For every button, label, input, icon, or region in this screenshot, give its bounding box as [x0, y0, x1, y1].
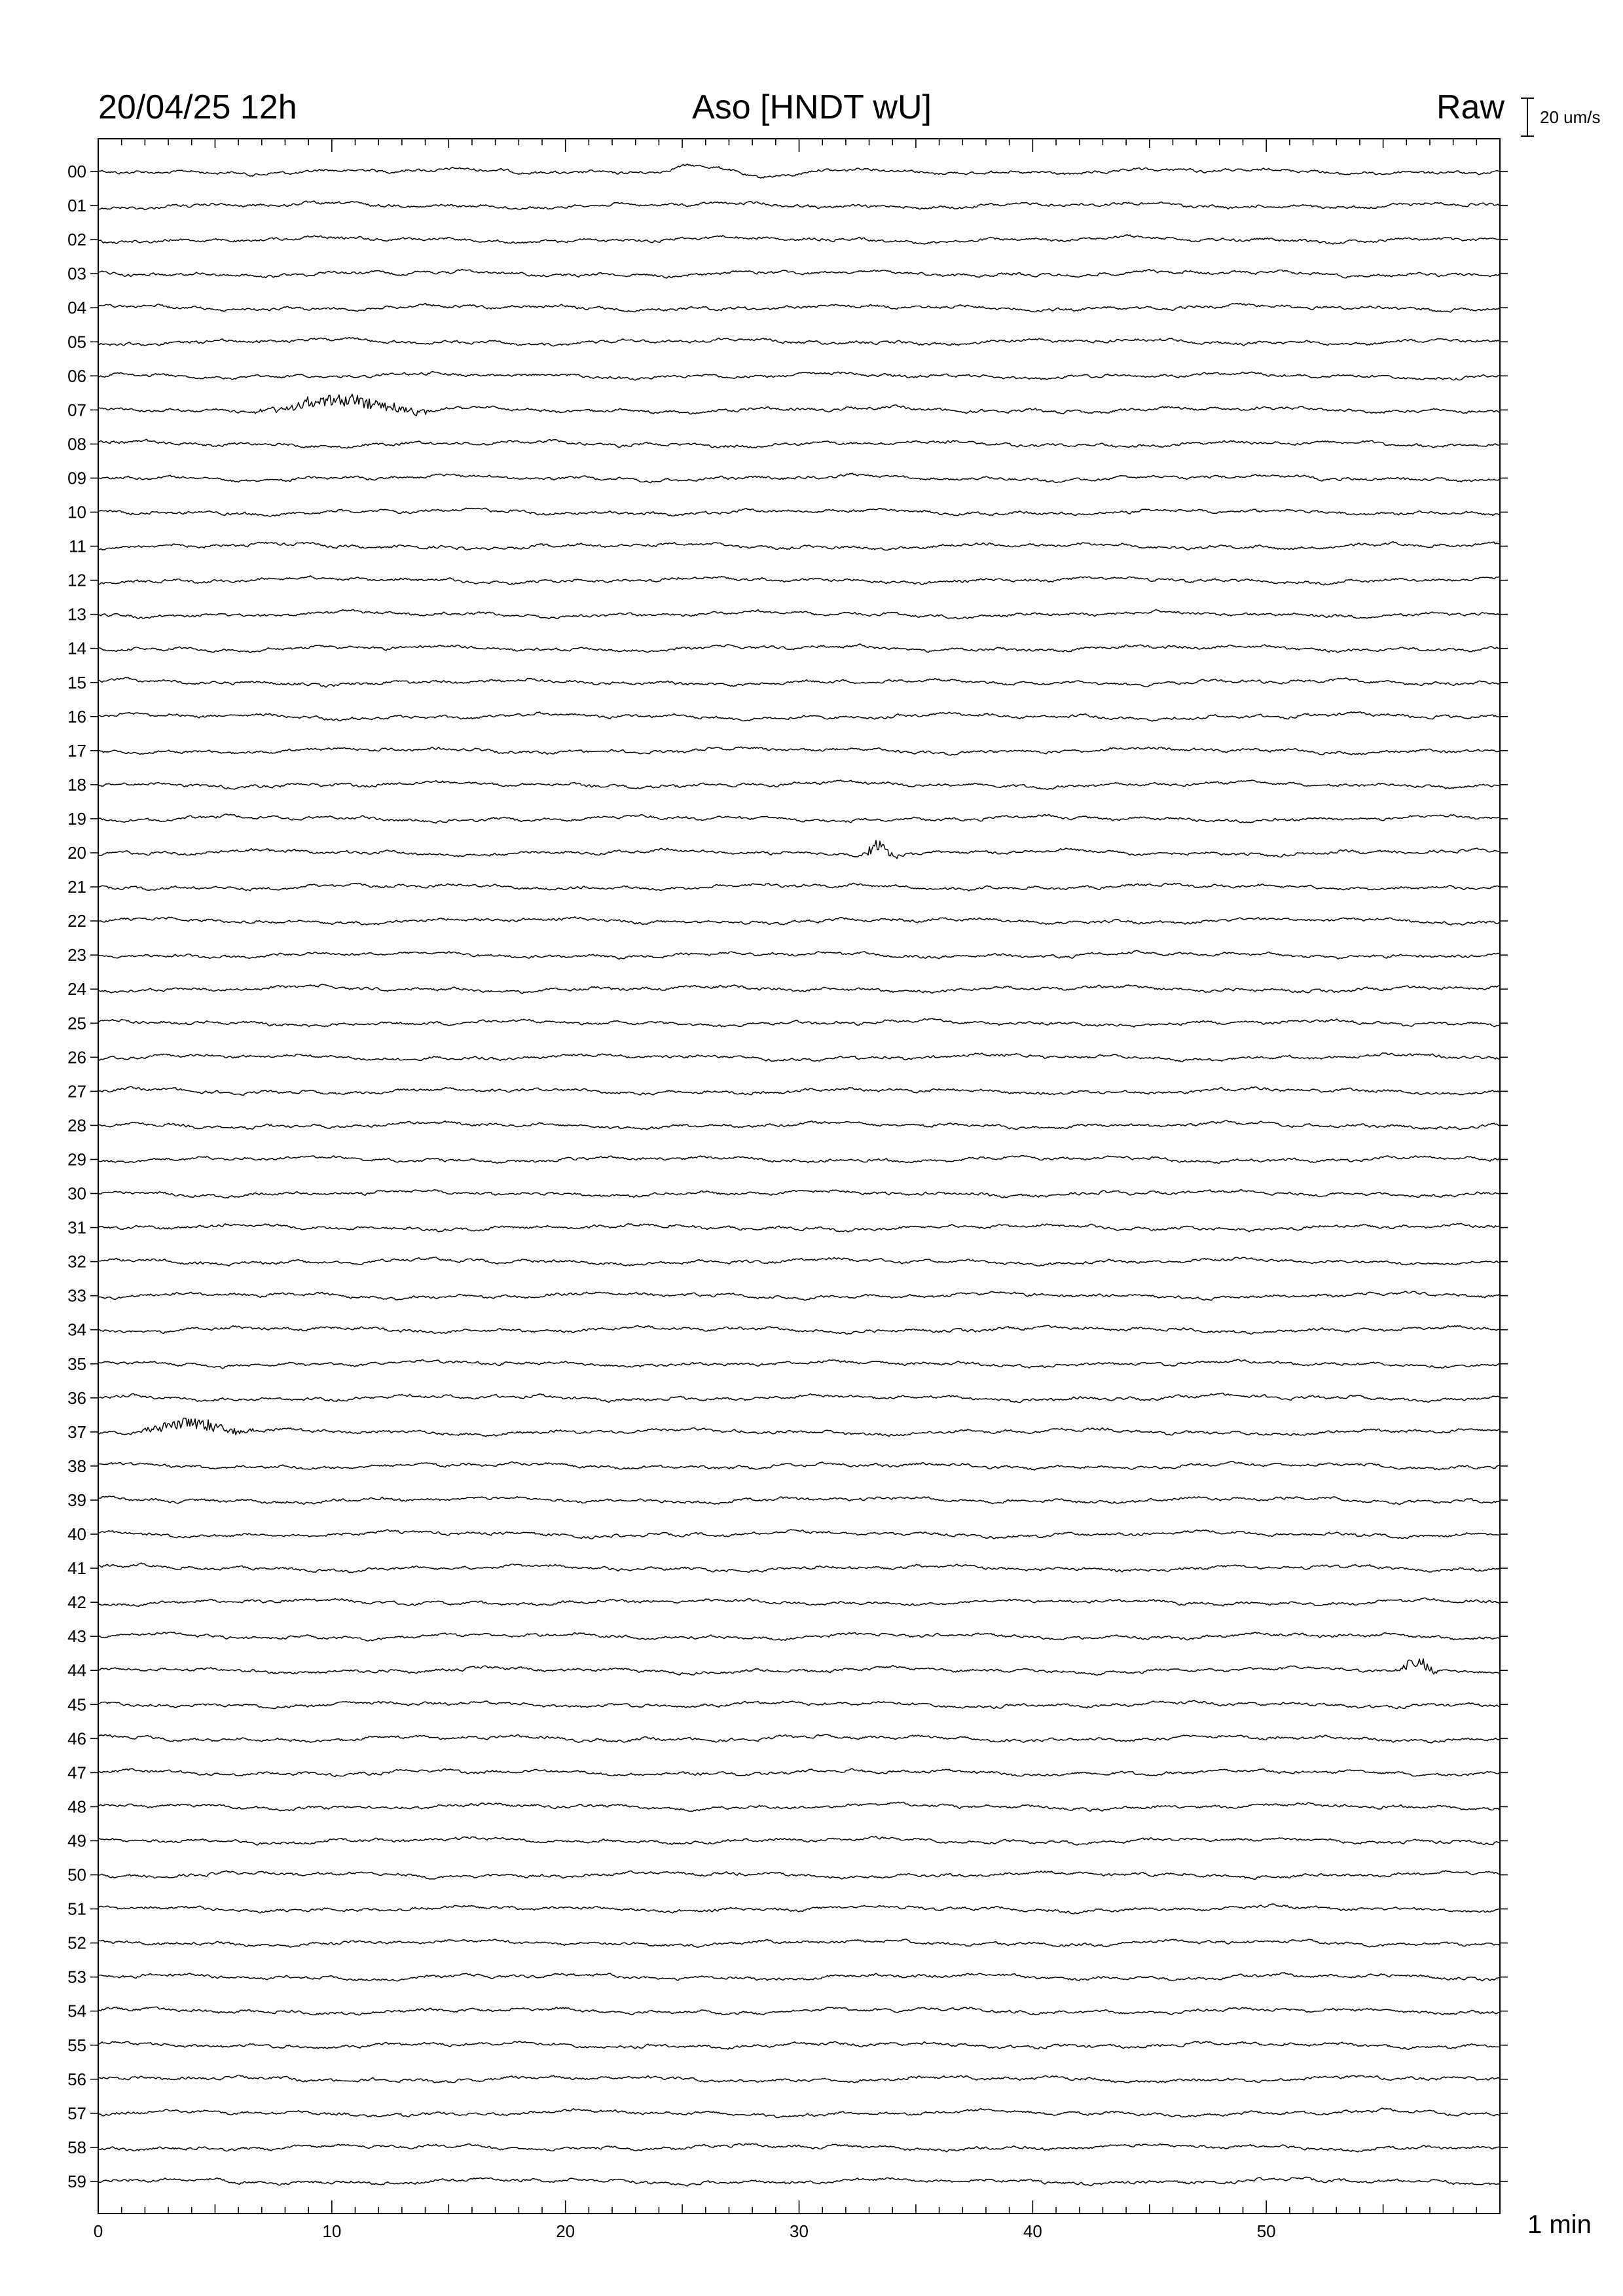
trace-row-18: [98, 780, 1499, 790]
trace-row-13: [98, 610, 1499, 619]
row-label: 23: [67, 945, 86, 965]
row-label: 21: [67, 877, 86, 897]
trace-row-11: [98, 542, 1499, 550]
trace-row-25: [98, 1018, 1499, 1027]
trace-row-51: [98, 1904, 1499, 1914]
row-label: 19: [67, 808, 86, 829]
trace-row-39: [98, 1496, 1499, 1505]
row-label: 45: [67, 1695, 86, 1715]
trace-row-44: [98, 1659, 1499, 1675]
row-labels: [67, 162, 1508, 2191]
row-label: 22: [67, 911, 86, 931]
row-label: 16: [67, 706, 86, 726]
row-label: 24: [67, 979, 86, 999]
trace-row-23: [98, 950, 1499, 959]
row-label: 34: [67, 1319, 86, 1340]
row-label: 09: [67, 468, 86, 488]
row-label: 20: [67, 843, 86, 863]
trace-row-04: [98, 303, 1499, 312]
row-label: 00: [67, 162, 86, 181]
row-label: 02: [67, 230, 86, 250]
trace-row-17: [98, 747, 1499, 755]
trace-row-14: [98, 644, 1499, 653]
row-label: 43: [67, 1626, 86, 1647]
trace-row-16: [98, 712, 1499, 722]
row-label: 48: [67, 1797, 86, 1817]
row-label: 44: [67, 1660, 86, 1681]
row-label: 58: [67, 2137, 86, 2157]
trace-row-43: [98, 1632, 1499, 1641]
trace-row-42: [98, 1598, 1499, 1606]
trace-row-26: [98, 1053, 1499, 1062]
row-label: 51: [67, 1899, 86, 1919]
row-label: 38: [67, 1456, 86, 1476]
row-label: 08: [67, 434, 86, 454]
trace-row-15: [98, 677, 1499, 687]
row-label: 10: [67, 502, 86, 522]
trace-row-56: [98, 2075, 1499, 2083]
trace-row-58: [98, 2144, 1499, 2152]
row-label: 42: [67, 1592, 86, 1613]
trace-row-32: [98, 1257, 1499, 1266]
row-label: 59: [67, 2171, 86, 2191]
row-label: 17: [67, 740, 86, 761]
trace-row-30: [98, 1189, 1499, 1198]
trace-row-20: [98, 840, 1499, 859]
trace-row-09: [98, 473, 1499, 483]
trace-row-02: [98, 235, 1499, 244]
trace-row-01: [98, 201, 1499, 209]
trace-row-07: [98, 394, 1499, 416]
trace-row-53: [98, 1973, 1499, 1981]
trace-row-28: [98, 1121, 1499, 1130]
trace-row-22: [98, 917, 1499, 925]
trace-row-48: [98, 1802, 1499, 1811]
trace-row-38: [98, 1462, 1499, 1471]
x-tick-label: 10: [322, 2221, 342, 2241]
row-label: 56: [67, 2069, 86, 2089]
row-label: 57: [67, 2103, 86, 2123]
row-label: 18: [67, 774, 86, 795]
trace-row-08: [98, 439, 1499, 448]
header-datetime: 20/04/25 12h: [98, 88, 297, 126]
trace-row-00: [98, 164, 1499, 178]
trace-row-41: [98, 1563, 1499, 1573]
trace-row-27: [98, 1086, 1499, 1096]
trace-row-59: [98, 2177, 1499, 2186]
x-axis-unit-label: 1 min: [1527, 2210, 1592, 2239]
trace-row-33: [98, 1291, 1499, 1300]
x-tick-label: 30: [790, 2221, 809, 2241]
x-tick-label: 0: [93, 2221, 103, 2241]
row-label: 40: [67, 1524, 86, 1544]
row-label: 30: [67, 1183, 86, 1204]
row-label: 04: [67, 298, 86, 318]
trace-row-29: [98, 1156, 1499, 1164]
trace-row-36: [98, 1393, 1499, 1403]
row-label: 55: [67, 2035, 86, 2055]
row-label: 26: [67, 1047, 86, 1067]
row-label: 06: [67, 366, 86, 386]
row-label: 11: [69, 536, 86, 556]
trace-row-50: [98, 1871, 1499, 1879]
trace-row-24: [98, 984, 1499, 994]
row-label: 05: [67, 332, 86, 352]
row-label: 15: [67, 672, 86, 692]
amplitude-scale-bar: [1521, 98, 1534, 136]
row-label: 25: [67, 1013, 86, 1033]
trace-row-52: [98, 1939, 1499, 1947]
row-label: 32: [67, 1251, 86, 1272]
row-label: 03: [67, 264, 86, 284]
row-label: 41: [67, 1558, 86, 1579]
trace-row-19: [98, 814, 1499, 823]
row-label: 46: [67, 1729, 86, 1749]
trace-row-49: [98, 1836, 1499, 1845]
row-label: 13: [67, 604, 86, 624]
row-label: 37: [67, 1422, 86, 1442]
row-label: 14: [67, 638, 86, 658]
trace-row-40: [98, 1530, 1499, 1539]
trace-row-21: [98, 883, 1499, 891]
trace-row-54: [98, 2007, 1499, 2015]
row-label: 01: [67, 196, 86, 216]
row-label: 29: [67, 1149, 86, 1170]
trace-row-47: [98, 1768, 1499, 1776]
row-label: 39: [67, 1490, 86, 1510]
trace-row-06: [98, 372, 1499, 380]
trace-row-31: [98, 1223, 1499, 1232]
trace-row-35: [98, 1359, 1499, 1369]
row-label: 50: [67, 1865, 86, 1885]
row-label: 12: [67, 570, 86, 590]
x-tick-label: 50: [1256, 2221, 1276, 2241]
chart-title: Aso [HNDT wU]: [692, 88, 932, 126]
row-label: 31: [67, 1217, 86, 1238]
header-mode: Raw: [1436, 88, 1504, 126]
trace-row-34: [98, 1325, 1499, 1335]
plot-frame: [98, 139, 1500, 2214]
trace-group: [98, 164, 1499, 2186]
trace-row-03: [98, 269, 1499, 278]
row-label: 53: [67, 1967, 86, 1987]
row-label: 52: [67, 1933, 86, 1953]
row-label: 54: [67, 2001, 86, 2021]
x-tick-label: 40: [1023, 2221, 1042, 2241]
row-label: 33: [67, 1285, 86, 1306]
trace-row-12: [98, 576, 1499, 585]
x-axis-ticks: [98, 139, 1500, 2214]
trace-row-05: [98, 338, 1499, 346]
trace-row-10: [98, 508, 1499, 516]
row-label: 28: [67, 1115, 86, 1136]
amplitude-scale-label: 20 um/s: [1540, 107, 1601, 127]
trace-row-37: [98, 1418, 1499, 1437]
row-label: 07: [67, 400, 86, 420]
row-label: 27: [67, 1081, 86, 1102]
row-label: 47: [67, 1763, 86, 1783]
row-label: 35: [67, 1354, 86, 1374]
row-label: 36: [67, 1388, 86, 1408]
trace-row-46: [98, 1734, 1499, 1743]
x-tick-label: 20: [556, 2221, 575, 2241]
trace-row-45: [98, 1700, 1499, 1709]
trace-row-57: [98, 2108, 1499, 2118]
x-axis-tick-labels: [94, 2221, 1276, 2241]
row-label: 49: [67, 1831, 86, 1851]
trace-row-55: [98, 2041, 1499, 2049]
